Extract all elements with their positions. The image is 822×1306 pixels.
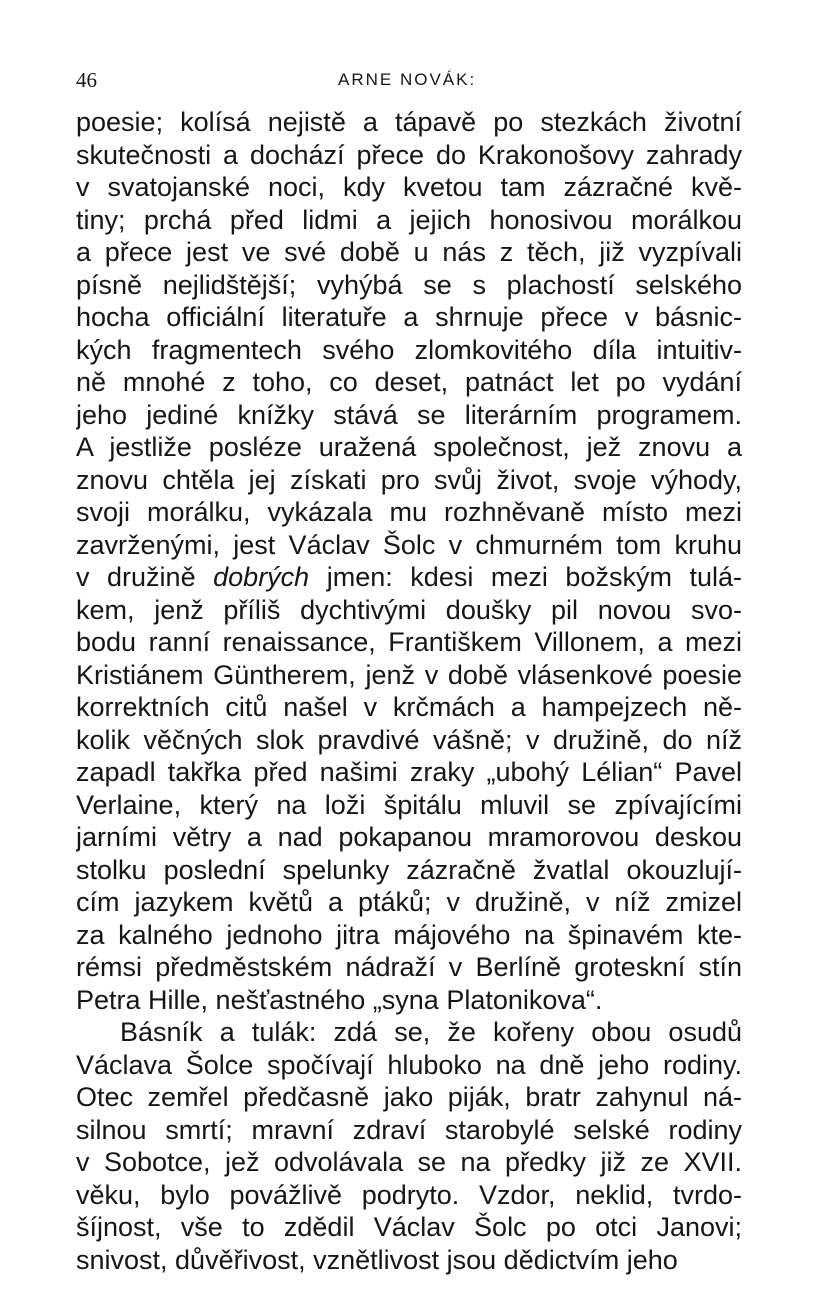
text-line: A jestliže posléze uražená společnost, jež znovu a bbox=[76, 432, 742, 462]
text-line: hocha officiální literatuře a shrnuje přece v básnic- bbox=[76, 302, 742, 332]
text-line: Václava Šolce spočívají hluboko na dně jeho rodiny. bbox=[76, 1049, 742, 1080]
text-line: a přece jest ve své době u nás z těch, již vyzpívali bbox=[76, 237, 742, 267]
text-line: stolku poslední spelunky zázračně žvatlal okouzlují- bbox=[76, 854, 742, 885]
text-line: skutečnosti a dochází přece do Krakonošovy zahrady bbox=[76, 139, 742, 170]
text-line: ně mnohé z toho, co deset, patnáct let po vydání bbox=[76, 367, 742, 397]
text-line: zavrženými, jest Václav Šolc v chmurném tom kruhu bbox=[76, 529, 742, 560]
text-line: tiny; prchá před lidmi a jejich honosivou morálkou bbox=[76, 204, 742, 235]
text-line: Petra Hille, nešťastného „syna Platonikova“. bbox=[76, 984, 603, 1015]
text-line: silnou smrtí; mravní zdraví starobylé selské rodiny bbox=[76, 1114, 742, 1145]
text-line: cím jazykem květů a ptáků; v družině, v níž zmizel bbox=[76, 887, 742, 917]
text-line: kolik věčných slok pravdivé vášně; v družině, do níž bbox=[76, 724, 742, 755]
page-number: 46 bbox=[76, 68, 97, 92]
text-line: jarními větry a nad pokapanou mramorovou deskou bbox=[76, 822, 742, 852]
text-segment: v družině bbox=[76, 562, 214, 592]
text-line: jeho jediné knížky stává se literárním programem. bbox=[76, 399, 742, 430]
text-line: korrektních citů našel v krčmách a hampejzech ně- bbox=[76, 692, 742, 722]
text-line: Kristiánem Güntherem, jenž v době vlásenkové poesie bbox=[76, 659, 742, 690]
text-line: kem, jenž příliš dychtivými doušky pil novou svo- bbox=[76, 594, 742, 625]
text-line: v svatojanské noci, kdy kvetou tam zázračné kvě- bbox=[76, 172, 742, 202]
text-line: šíjnost, vše to zdědil Václav Šolc po otci Janovi; bbox=[76, 1212, 742, 1242]
text-line: bodu ranní renaissance, Františkem Villonem, a mezi bbox=[76, 627, 742, 657]
text-line: snivost, důvěřivost, vznětlivost jsou dědictvím jeho bbox=[76, 1244, 678, 1275]
text-line: zapadl takřka před našimi zraky „ubohý Lélian“ Pavel bbox=[76, 757, 742, 787]
text-line: kých fragmentech svého zlomkovitého díla intuitiv- bbox=[76, 334, 742, 365]
body-text bbox=[76, 106, 742, 1276]
text-segment: jmen: kdesi mezi božským tulá- bbox=[309, 562, 742, 592]
italic-word: dobrých bbox=[213, 562, 310, 592]
text-line bbox=[76, 561, 742, 594]
text-line: věku, bylo povážlivě podryto. Vzdor, neklid, tvrdo- bbox=[76, 1179, 742, 1210]
page-header bbox=[76, 66, 742, 94]
text-line: rémsi předměstském nádraží v Berlíně groteskní stín bbox=[76, 952, 742, 982]
text-line: Básník a tulák: zdá se, že kořeny obou osudů bbox=[120, 1017, 742, 1047]
text-line: v Sobotce, jež odvolávala se na předky již ze XVII. bbox=[76, 1147, 742, 1177]
running-head: ARNE NOVÁK: bbox=[338, 70, 477, 89]
text-line: svoji morálku, vykázala mu rozhněvaně místo mezi bbox=[76, 497, 742, 527]
text-line: Verlaine, který na loži špitálu mluvil se zpívajícími bbox=[76, 789, 742, 820]
text-line: Otec zemřel předčasně jako piják, bratr zahynul ná- bbox=[76, 1082, 742, 1112]
text-line: znovu chtěla jej získati pro svůj život, svoje výhody, bbox=[76, 464, 742, 495]
text-line: za kalného jednoho jitra májového na špinavém kte- bbox=[76, 919, 742, 950]
text-line: poesie; kolísá nejistě a tápavě po stezkách životní bbox=[76, 107, 742, 137]
text-line: písně nejlidštější; vyhýbá se s plachostí selského bbox=[76, 269, 742, 300]
